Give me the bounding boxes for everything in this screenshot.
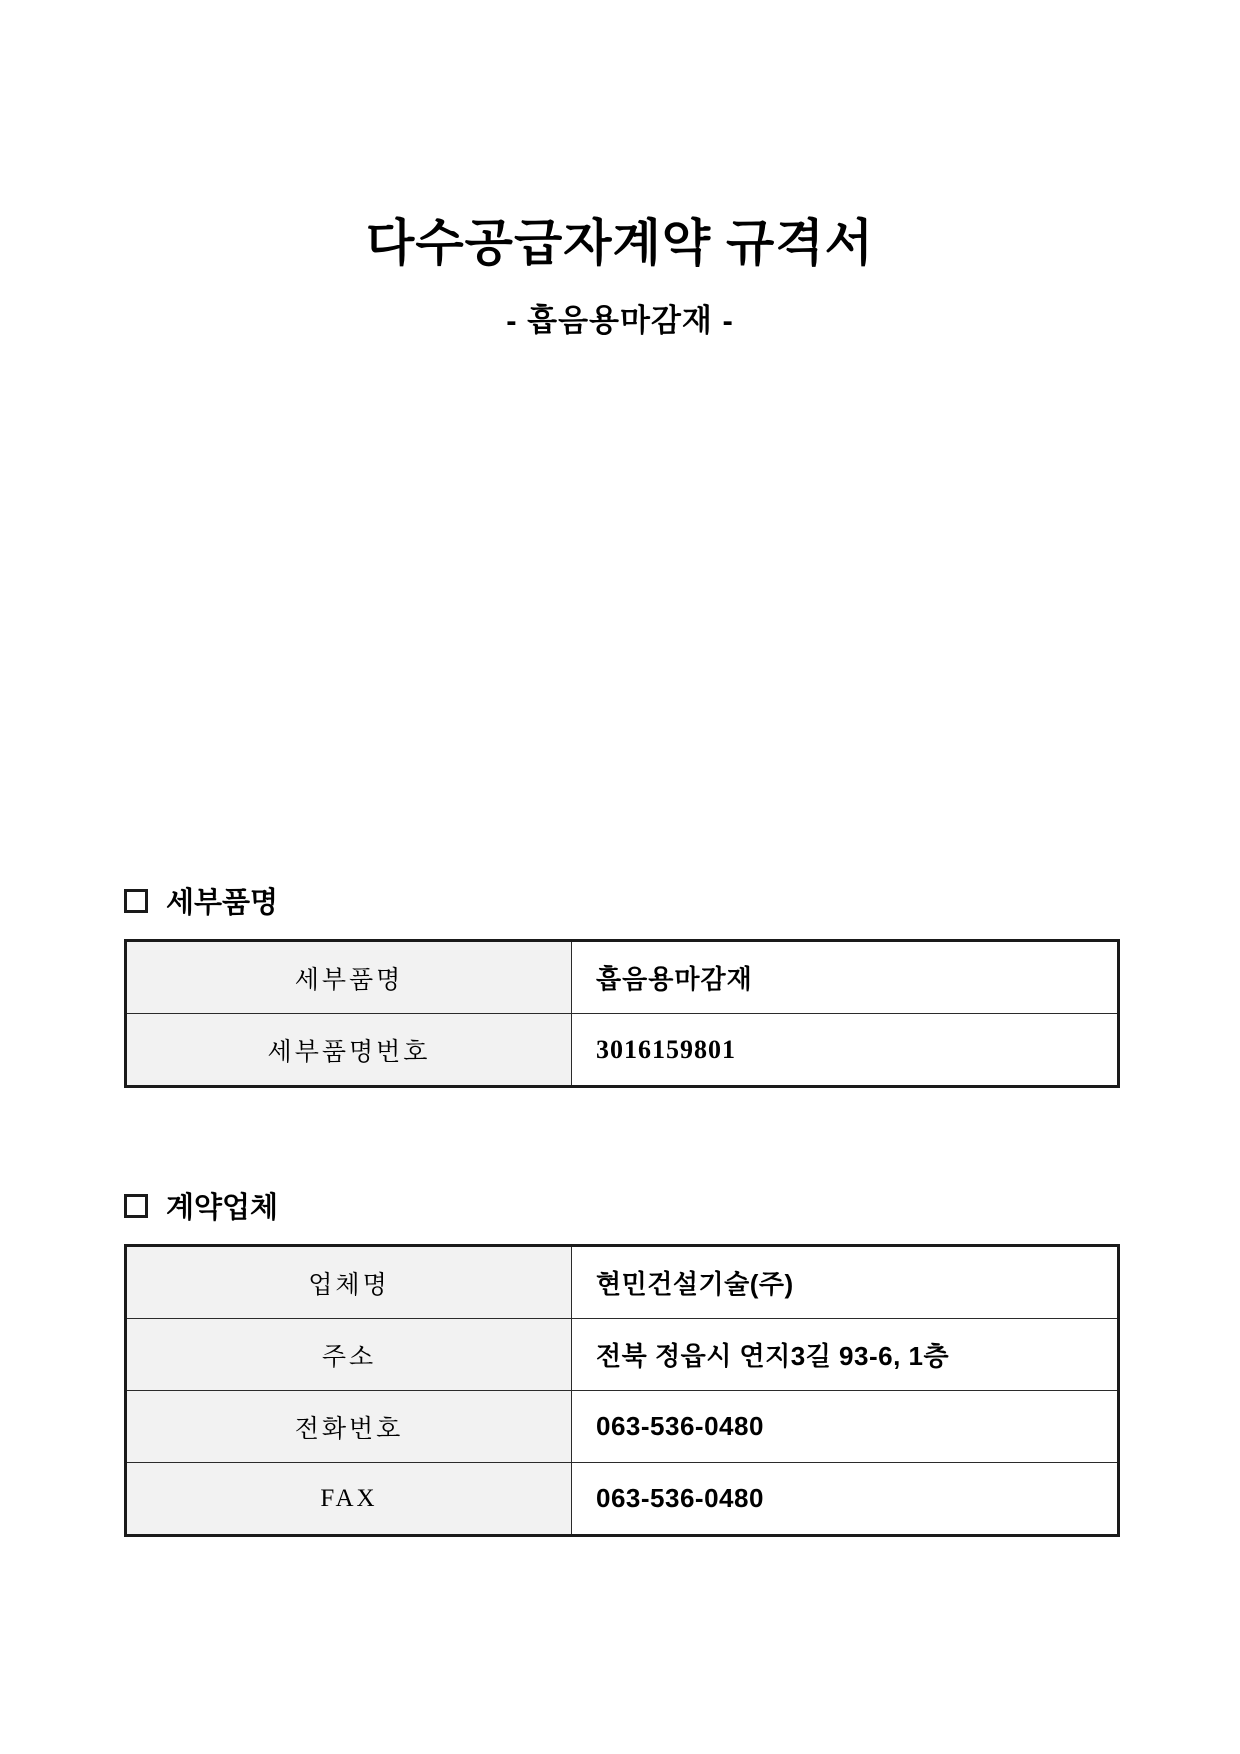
row-label: FAX [126, 1463, 572, 1536]
row-label: 업체명 [126, 1246, 572, 1319]
row-label: 주소 [126, 1319, 572, 1391]
row-label: 세부품명 [126, 941, 572, 1014]
table-row [126, 1319, 1119, 1391]
section-heading [124, 1185, 1120, 1226]
empty-checkbox-icon [124, 889, 148, 913]
section-heading-label: 계약업체 [166, 1192, 279, 1224]
table-row [126, 1014, 1119, 1087]
row-value: 063-536-0480 [572, 1391, 1119, 1463]
row-label: 전화번호 [126, 1391, 572, 1463]
section-heading [124, 880, 1120, 921]
detail-product-table [124, 939, 1120, 1088]
page-title: 다수공급자계약 규격서 [366, 215, 874, 271]
page-subtitle: - 흡음용마감재 - [506, 302, 734, 338]
row-label: 세부품명번호 [126, 1014, 572, 1087]
table-row [126, 1391, 1119, 1463]
table-row [126, 941, 1119, 1014]
empty-checkbox-icon [124, 1194, 148, 1218]
row-value: 063-536-0480 [572, 1463, 1119, 1536]
section-detail-product [124, 880, 1120, 1088]
row-value: 3016159801 [572, 1014, 1119, 1087]
table-row [126, 1246, 1119, 1319]
table-row [126, 1463, 1119, 1536]
row-value: 전북 정읍시 연지3길 93-6, 1층 [572, 1319, 1119, 1391]
section-contract-company [124, 1185, 1120, 1537]
contract-company-table [124, 1244, 1120, 1537]
row-value: 현민건설기술(주) [572, 1246, 1119, 1319]
title-block [0, 215, 1240, 340]
section-heading-label: 세부품명 [166, 887, 279, 919]
row-value: 흡음용마감재 [572, 941, 1119, 1014]
